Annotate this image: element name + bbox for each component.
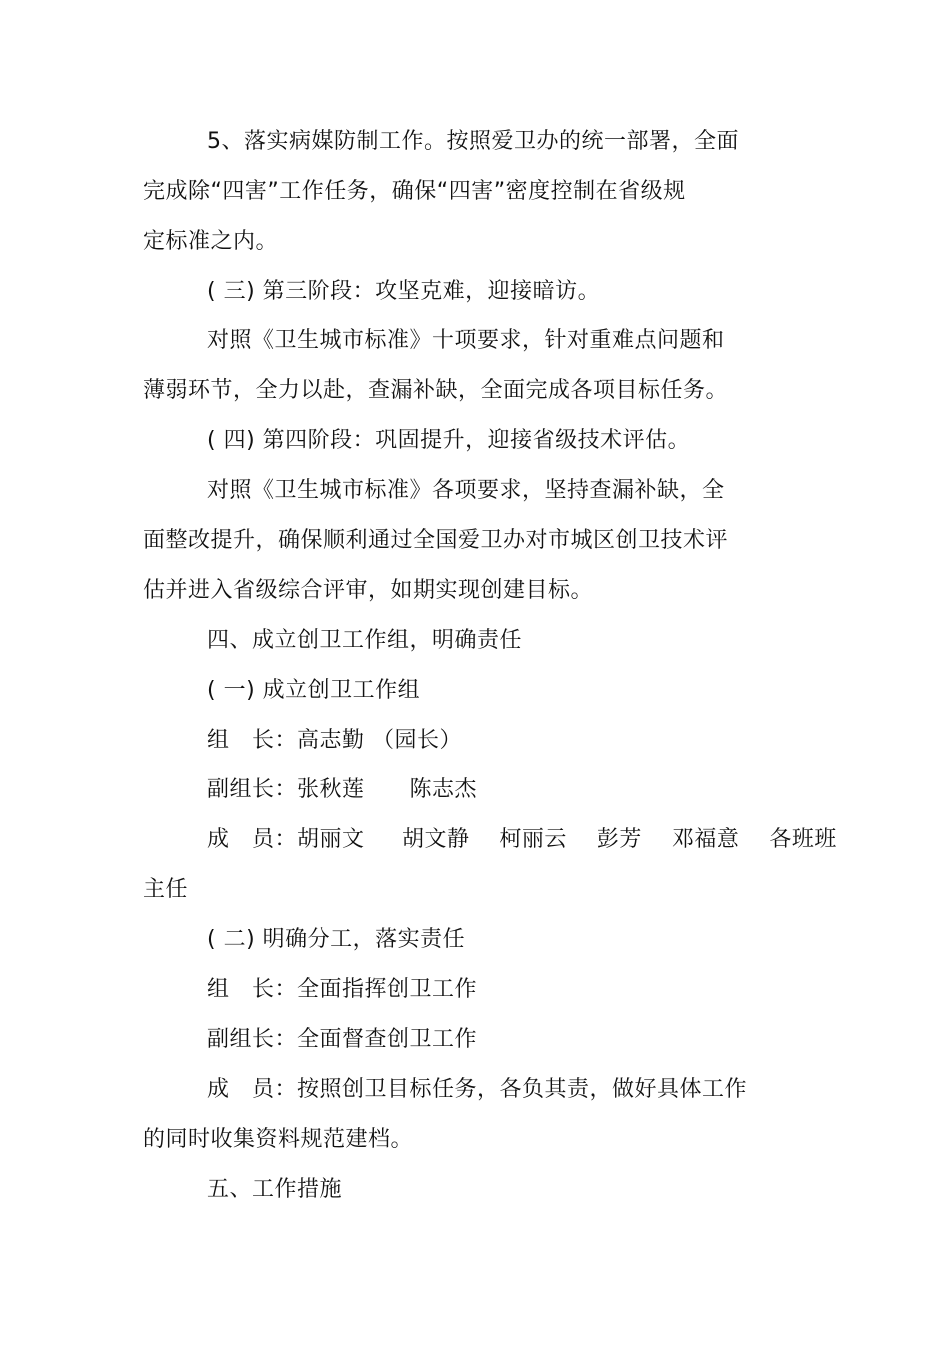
member-line: 副组长：张秋莲 陈志杰: [207, 777, 477, 802]
section-heading: 五、工作措施: [207, 1177, 343, 1202]
duty-line: 组 长：全面指挥创卫工作: [207, 977, 477, 1002]
paragraph-line: 完成除“四害”工作任务，确保“四害”密度控制在省级规: [143, 179, 686, 204]
paragraph-line: 估并进入省级综合评审，如期实现创建目标。: [143, 578, 594, 603]
duty-line: 成 员：按照创卫目标任务，各负其责，做好具体工作: [207, 1077, 747, 1102]
duty-line: 副组长：全面督查创卫工作: [207, 1027, 478, 1052]
paragraph-line: 定标准之内。: [143, 229, 279, 254]
duty-line: 的同时收集资料规范建档。: [143, 1127, 414, 1152]
paragraph-line: 对照《卫生城市标准》各项要求，坚持查漏补缺，全: [207, 478, 725, 503]
paragraph-line: 5、落实病媒防制工作。按照爱卫办的统一部署，全面: [207, 129, 739, 154]
section-heading: ( 一) 成立创卫工作组: [207, 678, 421, 703]
member-line: 组 长：高志勤 （园长）: [207, 728, 462, 753]
member-line: 主任: [143, 877, 189, 902]
section-heading: ( 二) 明确分工，落实责任: [207, 927, 466, 952]
paragraph-line: 面整改提升，确保顺利通过全国爱卫办对市城区创卫技术评: [143, 528, 729, 553]
member-line: 成 员：胡丽文 胡文静 柯丽云 彭芳 邓福意 各班班: [207, 827, 837, 852]
section-heading: ( 三) 第三阶段：攻坚克难，迎接暗访。: [207, 279, 601, 304]
section-heading: 四、成立创卫工作组，明确责任: [207, 628, 523, 653]
section-heading: ( 四) 第四阶段：巩固提升，迎接省级技术评估。: [207, 428, 691, 453]
paragraph-line: 对照《卫生城市标准》十项要求，针对重难点问题和: [207, 328, 725, 353]
paragraph-line: 薄弱环节，全力以赴，查漏补缺，全面完成各项目标任务。: [143, 378, 729, 403]
